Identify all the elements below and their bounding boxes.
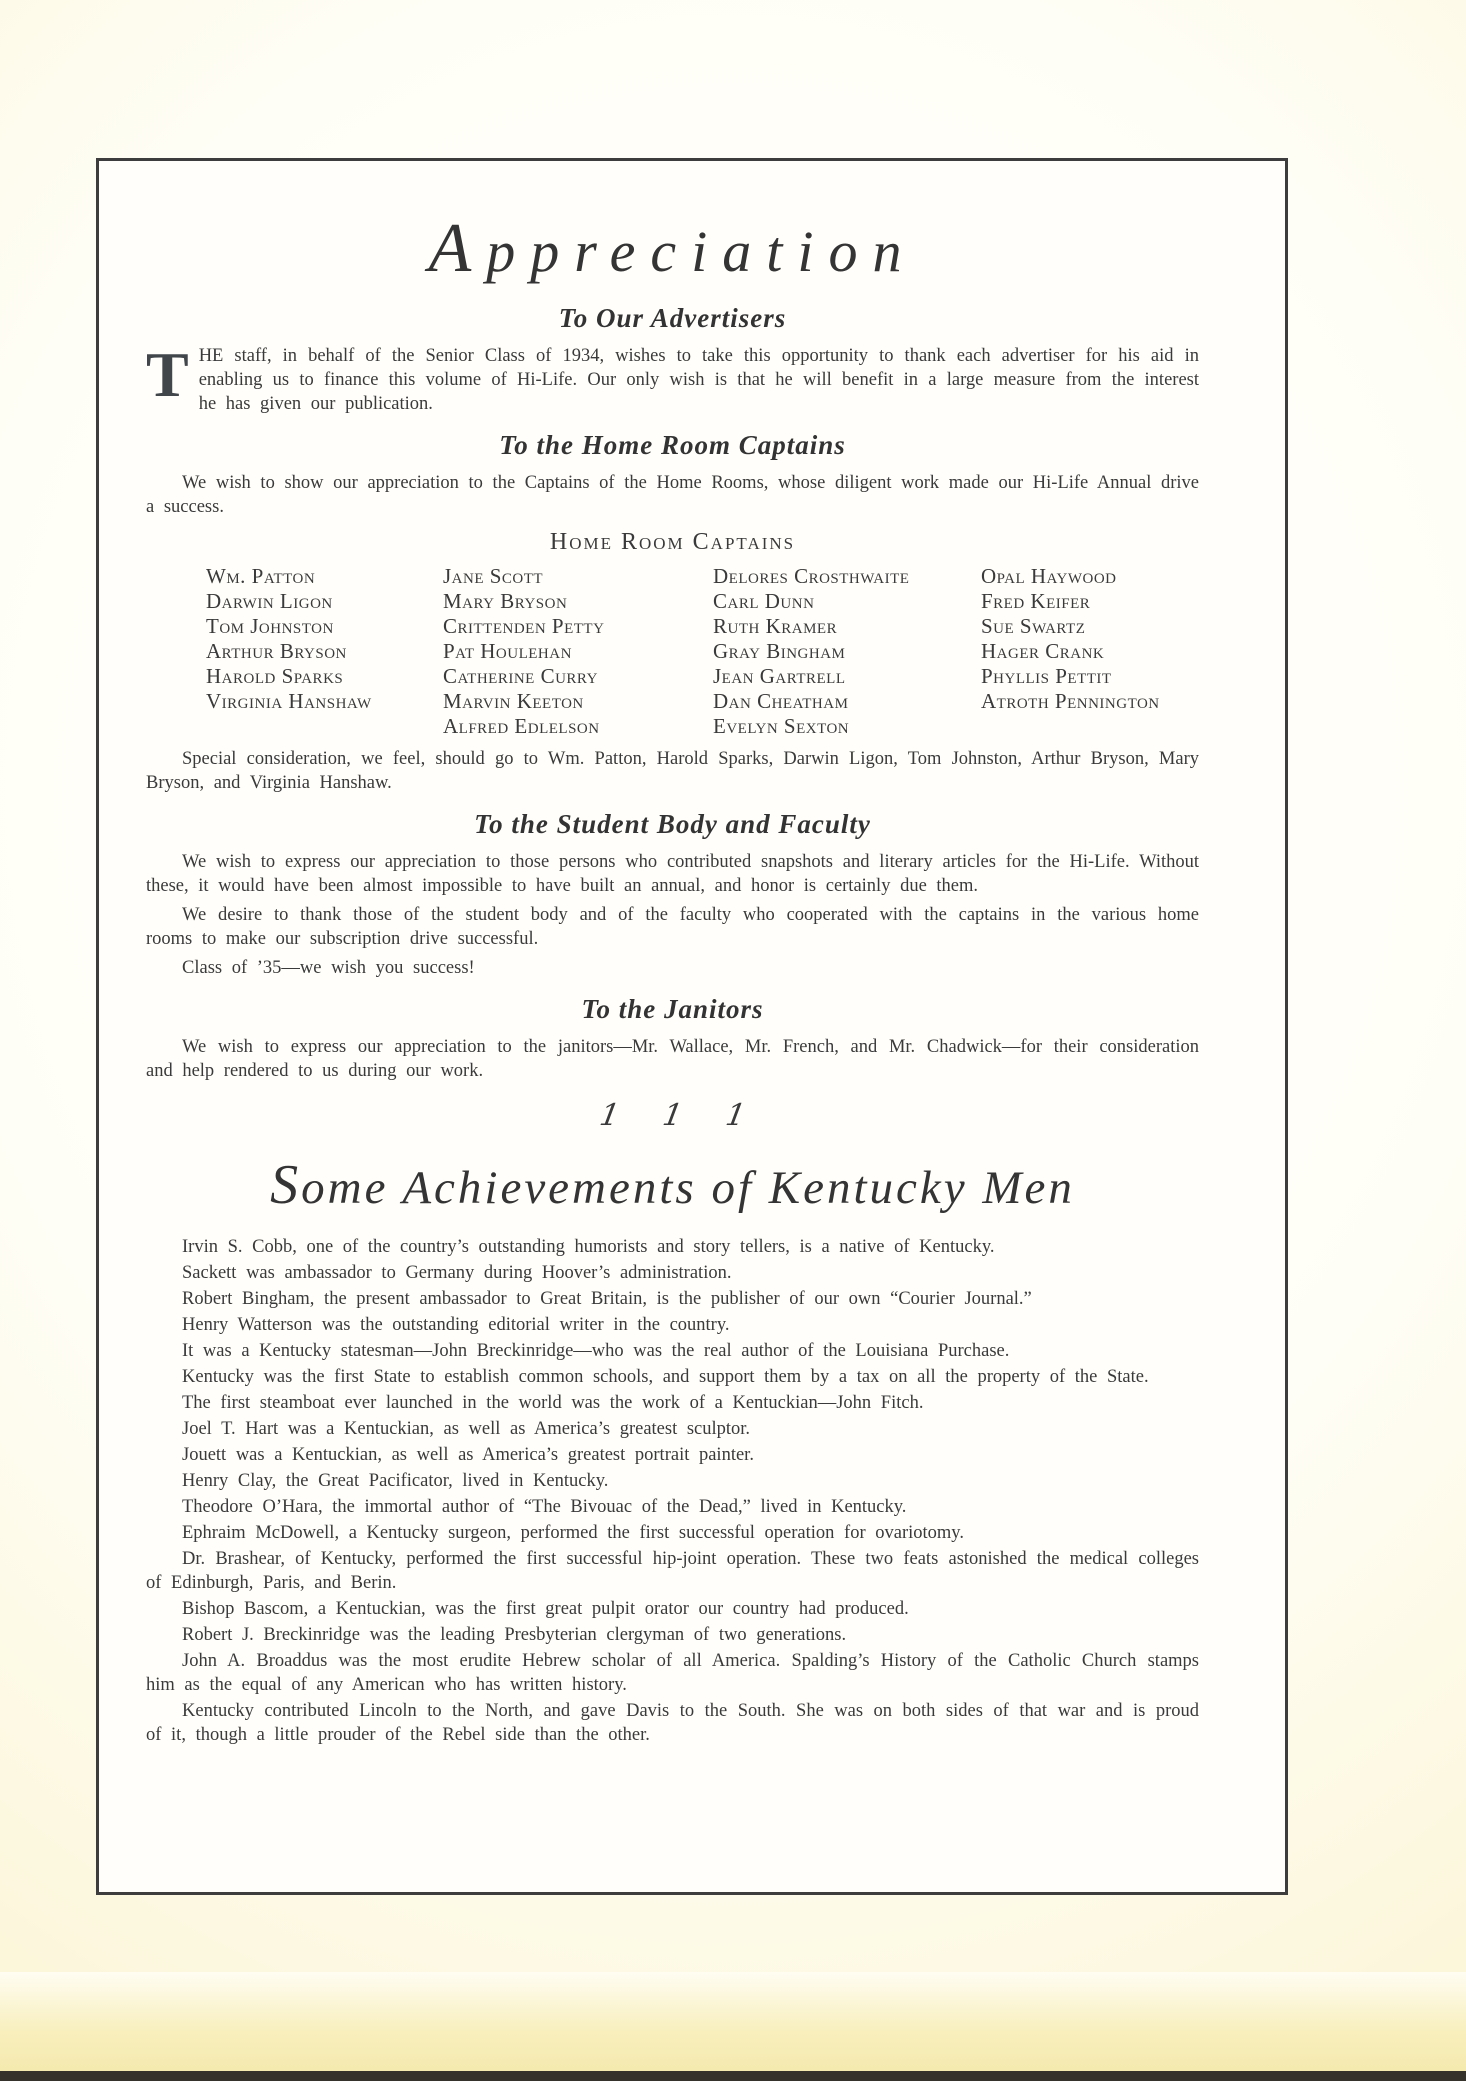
captain-name: Catherine Curry — [443, 664, 598, 688]
captain-name: Carl Dunn — [713, 589, 815, 613]
captain-name: Harold Sparks — [206, 664, 344, 688]
student-body-paragraphs — [146, 850, 1199, 980]
captain-name: Ruth Kramer — [713, 614, 838, 638]
achievement-paragraph: Kentucky was the first State to establish common schools, and support them by a tax on all the property of the State. — [182, 1367, 1149, 1387]
fleuron-icon: 1 — [723, 1098, 749, 1133]
achievement-paragraph: Robert J. Breckinridge was the leading Presbyterian clergyman of two generations. — [182, 1625, 847, 1645]
achievement-paragraph: Sackett was ambassador to Germany during Hoover’s administration. — [182, 1263, 732, 1283]
captain-name: Delores Crosthwaite — [713, 564, 910, 588]
achievement-paragraph: The first steamboat ever launched in the world was the work of a Kentuckian—John Fitch. — [182, 1393, 924, 1413]
achievement-paragraph: Henry Watterson was the outstanding editorial writer in the country. — [182, 1315, 730, 1335]
captain-name: Jane Scott — [443, 564, 544, 588]
captain-name: Tom Johnston — [206, 614, 334, 638]
home-room-heading: To the Home Room Captains — [499, 430, 846, 460]
captain-name: Sue Swartz — [981, 614, 1086, 638]
achievement-paragraph: Jouett was a Kentuckian, as well as America’s greatest portrait painter. — [182, 1445, 754, 1465]
scan-edge-bar — [0, 2071, 1466, 2081]
achievement-paragraph: Dr. Brashear, of Kentucky, performed the first successful hip-joint operation. These two feats astonished the medical colleges of Edinburgh, Paris, and Berin. — [146, 1549, 1199, 1593]
fleuron-icon: 1 — [596, 1098, 623, 1133]
advertisers-heading: To Our Advertisers — [558, 303, 787, 333]
captain-name: Crittenden Petty — [443, 614, 605, 638]
captain-name: Arthur Bryson — [206, 639, 347, 663]
captains-column-2 — [443, 564, 713, 739]
page-border-frame — [96, 158, 1288, 1895]
captain-name: Opal Haywood — [981, 564, 1117, 588]
captain-name: Gray Bingham — [713, 639, 846, 663]
janitors-heading: To the Janitors — [581, 994, 764, 1024]
special-consideration-paragraph: Special consideration, we feel, should go to Wm. Patton, Harold Sparks, Darwin Ligon, Tom Johnston, Arthur Bryson, Mary Bryson, and Virginia Hanshaw. — [146, 749, 1199, 793]
captain-name: Phyllis Pettit — [981, 664, 1112, 688]
home-room-paragraph: We wish to show our appreciation to the Captains of the Home Rooms, whose diligent work made our Hi-Life Annual drive a success. — [146, 473, 1199, 517]
advertisers-text: HE staff, in behalf of the Senior Class of 1934, wishes to take this opportunity to thank each advertiser for his aid in enabling us to finance this volume of Hi-Life. Our only wish is that he will benefit in a large measure from the interest he has given our publication. — [198, 346, 1199, 414]
janitors-paragraph: We wish to express our appreciation to the janitors—Mr. Wallace, Mr. French, and Mr. Chadwick—for their consideration and help rendered to us during our work. — [146, 1037, 1199, 1081]
achievement-paragraph: Irvin S. Cobb, one of the country’s outstanding humorists and story tellers, is a native of Kentucky. — [182, 1237, 995, 1257]
captain-name: Marvin Keeton — [443, 689, 584, 713]
captain-name: Mary Bryson — [443, 589, 568, 613]
captain-name: Darwin Ligon — [206, 589, 333, 613]
page-title: Appreciation — [428, 210, 917, 287]
achievement-paragraph: Robert Bingham, the present ambassador to Great Britain, is the publisher of our own “Courier Journal.” — [182, 1289, 1032, 1309]
achievements-paragraphs — [146, 1235, 1199, 1747]
achievement-paragraph: It was a Kentucky statesman—John Breckinridge—who was the real author of the Louisiana Purchase. — [182, 1341, 1010, 1361]
captain-name: Pat Houlehan — [443, 639, 572, 663]
section-advertisers — [146, 303, 1199, 416]
advertisers-paragraph — [146, 339, 1199, 416]
captain-name: Fred Keifer — [981, 589, 1091, 613]
achievements-title: Some Achievements of Kentucky Men — [270, 1154, 1075, 1216]
captains-column-4 — [981, 564, 1199, 739]
captain-name: Hager Crank — [981, 639, 1105, 663]
captain-name: Dan Cheatham — [713, 689, 849, 713]
section-kentucky-achievements — [146, 1153, 1199, 1747]
achievement-paragraph: Bishop Bascom, a Kentuckian, was the first great pulpit orator our country had produced. — [182, 1599, 909, 1619]
section-janitors — [146, 994, 1199, 1083]
page-bottom-shading — [0, 1972, 1466, 2072]
captains-column-3 — [713, 564, 981, 739]
achievement-paragraph: John A. Broaddus was the most erudite Hebrew scholar of all America. Spalding’s History of the Catholic Church stamps him as the equal of any American who has written history. — [146, 1651, 1199, 1695]
captain-name: Atroth Pennington — [981, 689, 1160, 713]
captain-name: Virginia Hanshaw — [206, 689, 372, 713]
captains-grid — [206, 564, 1199, 739]
achievement-paragraph: Theodore O’Hara, the immortal author of “The Bivouac of the Dead,” lived in Kentucky. — [182, 1497, 907, 1517]
captain-name: Jean Gartrell — [713, 664, 846, 688]
achievement-paragraph: Joel T. Hart was a Kentuckian, as well as America’s greatest sculptor. — [182, 1419, 751, 1439]
student-body-paragraph: Class of ’35—we wish you success! — [182, 958, 475, 978]
fleuron-icon: 1 — [659, 1098, 686, 1133]
fleuron-ornament-row — [146, 1098, 1199, 1141]
captains-list-heading: Home Room Captains — [549, 529, 796, 555]
achievement-paragraph: Ephraim McDowell, a Kentucky surgeon, performed the first successful operation for ovariotomy. — [182, 1523, 964, 1543]
section-home-room-captains — [146, 430, 1199, 795]
captain-name: Evelyn Sexton — [713, 714, 850, 738]
student-body-heading: To the Student Body and Faculty — [474, 809, 871, 839]
captain-name: Wm. Patton — [206, 564, 316, 588]
captains-column-1 — [206, 564, 443, 739]
captain-name: Alfred Edlelson — [443, 714, 600, 738]
student-body-paragraph: We wish to express our appreciation to those persons who contributed snapshots and literary articles for the Hi-Life. Without these, it would have been almost impossible to have built an annual, and honor is certainly due them. — [146, 852, 1199, 896]
student-body-paragraph: We desire to thank those of the student body and of the faculty who cooperated with the captains in the various home rooms to make our subscription drive successful. — [146, 905, 1199, 949]
achievement-paragraph: Henry Clay, the Great Pacificator, lived in Kentucky. — [182, 1471, 609, 1491]
achievement-paragraph: Kentucky contributed Lincoln to the North, and gave Davis to the South. She was on both sides of that war and is proud of it, though a little prouder of the Rebel side than the other. — [146, 1701, 1199, 1745]
section-student-body — [146, 809, 1199, 980]
drop-cap: T — [146, 339, 189, 410]
